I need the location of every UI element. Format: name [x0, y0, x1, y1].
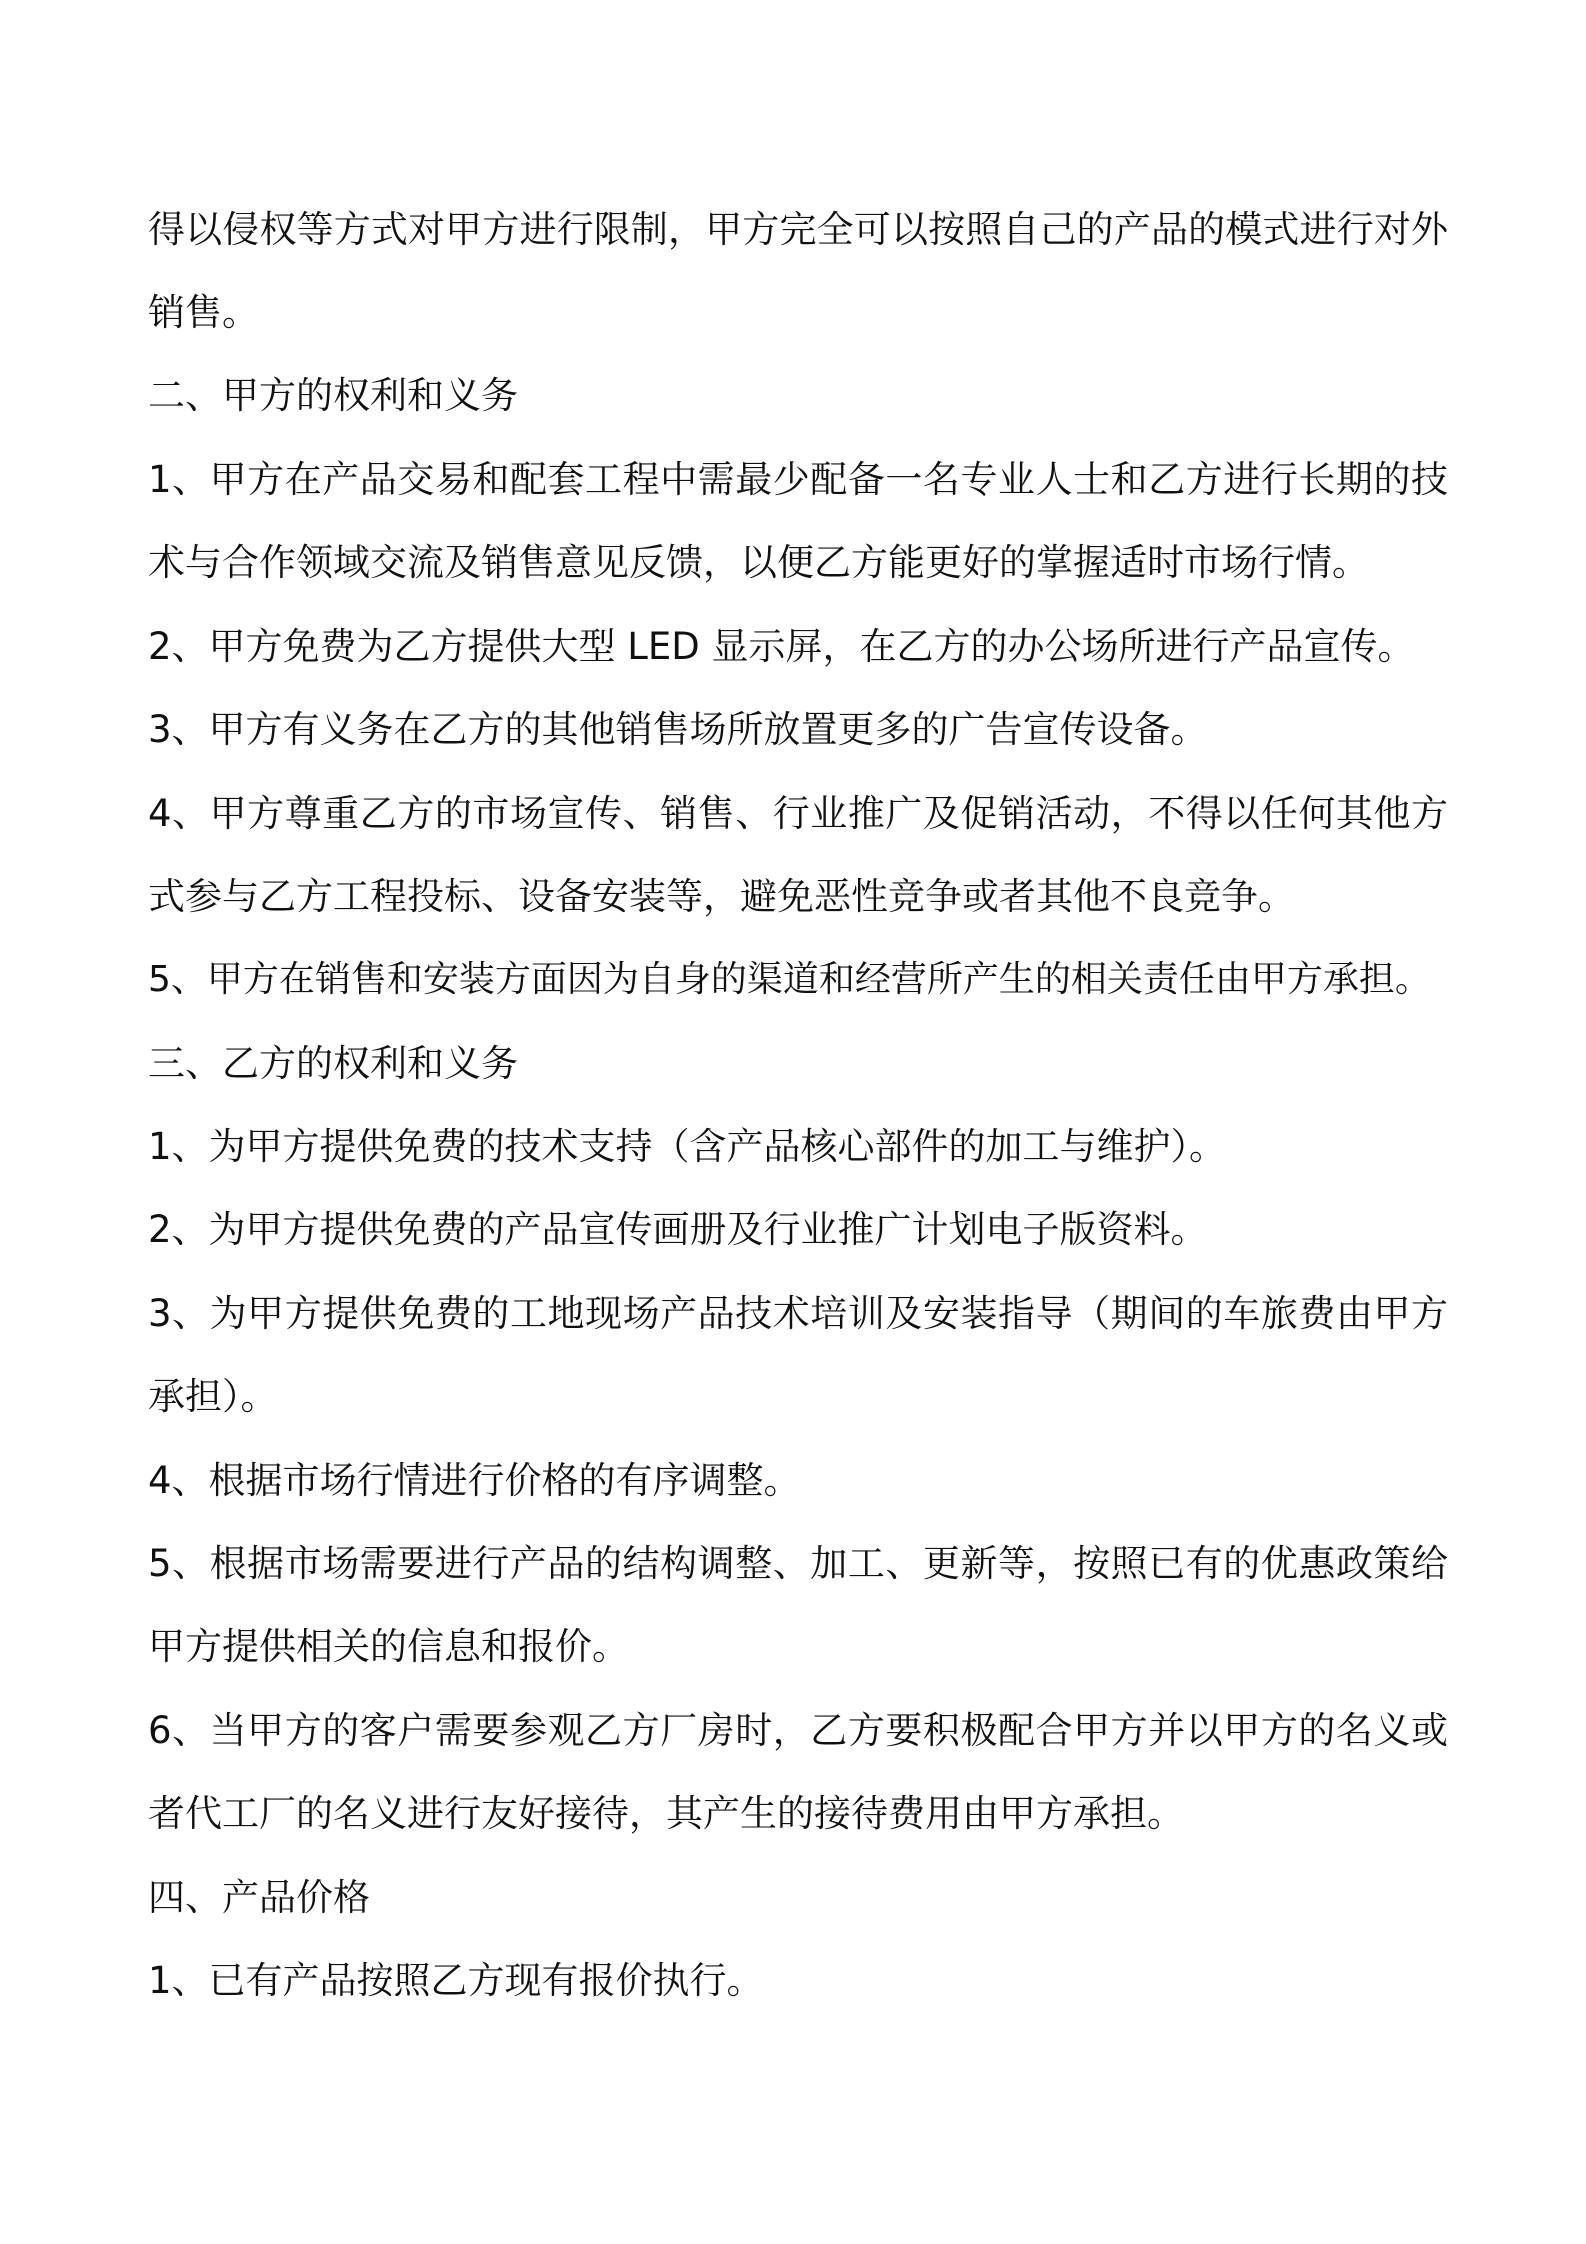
text-line-19: 6、当甲方的客户需要参观乙方厂房时，乙方要积极配合甲方并以甲方的名义或 — [148, 1709, 1448, 1752]
text-line-9: 式参与乙方工程投标、设备安装等，避免恶性竞争或者其他不良竞争。 — [148, 875, 1295, 918]
text-line-15: 承担）。 — [148, 1375, 278, 1418]
section-heading-4: 四、产品价格 — [148, 1876, 370, 1919]
text-line-12: 1、为甲方提供免费的技术支持（含产品核心部件的加工与维护）。 — [148, 1125, 1227, 1168]
text-line-10: 5、甲方在销售和安装方面因为自身的渠道和经营所产生的相关责任由甲方承担。 — [148, 959, 1431, 1000]
text-line-4: 1、甲方在产品交易和配套工程中需最少配备一名专业人士和乙方进行长期的技 — [148, 458, 1448, 501]
text-line-7: 3、甲方有义务在乙方的其他销售场所放置更多的广告宣传设备。 — [148, 708, 1208, 751]
text-line-8: 4、甲方尊重乙方的市场宣传、销售、行业推广及促销活动，不得以任何其他方 — [148, 792, 1448, 835]
text-line-6: 2、甲方免费为乙方提供大型 LED 显示屏，在乙方的办公场所进行产品宣传。 — [148, 625, 1415, 668]
section-heading-2: 二、甲方的权利和义务 — [148, 374, 518, 417]
text-line-2: 销售。 — [148, 291, 259, 334]
text-line-20: 者代工厂的名义进行友好接待，其产生的接待费用由甲方承担。 — [148, 1792, 1184, 1835]
text-line-16: 4、根据市场行情进行价格的有序调整。 — [148, 1459, 801, 1502]
text-line-1: 得以侵权等方式对甲方进行限制，甲方完全可以按照自己的产品的模式进行对外 — [148, 208, 1448, 251]
text-line-13: 2、为甲方提供免费的产品宣传画册及行业推广计划电子版资料。 — [148, 1208, 1208, 1251]
text-line-18: 甲方提供相关的信息和报价。 — [148, 1625, 629, 1668]
text-line-14: 3、为甲方提供免费的工地现场产品技术培训及安装指导（期间的车旅费由甲方 — [148, 1292, 1448, 1335]
text-line-22: 1、已有产品按照乙方现有报价执行。 — [148, 1959, 764, 2002]
section-heading-3: 三、乙方的权利和义务 — [148, 1042, 518, 1085]
text-line-5: 术与合作领域交流及销售意见反馈，以便乙方能更好的掌握适时市场行情。 — [148, 541, 1369, 584]
text-line-17: 5、根据市场需要进行产品的结构调整、加工、更新等，按照已有的优惠政策给 — [148, 1542, 1448, 1585]
